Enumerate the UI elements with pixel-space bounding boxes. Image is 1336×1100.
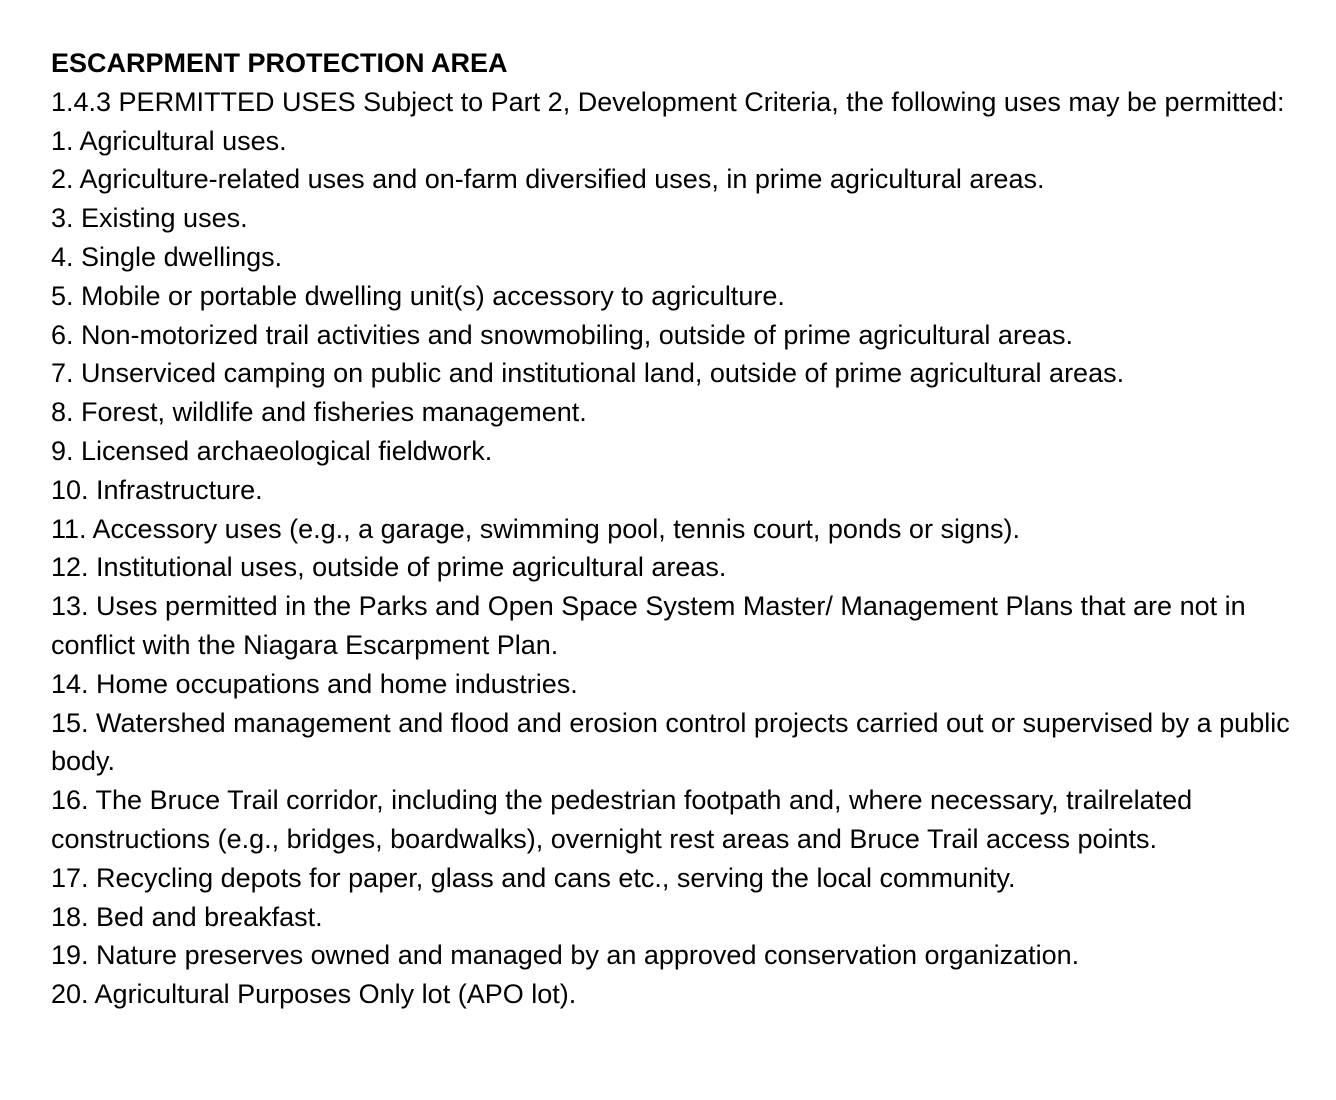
list-item: 18. Bed and breakfast. [51, 901, 323, 932]
list-item: 4. Single dwellings. [51, 241, 283, 272]
list-item: 5. Mobile or portable dwelling unit(s) accessory to agriculture. [51, 280, 785, 311]
list-item: 8. Forest, wildlife and fisheries management. [51, 397, 587, 428]
list-item: 20. Agricultural Purposes Only lot (APO lot). [51, 979, 577, 1010]
list-item: 10. Infrastructure. [51, 474, 263, 505]
list-item: 2. Agriculture-related uses and on-farm diversified uses, in prime agricultural areas. [51, 164, 1045, 195]
list-item: 14. Home occupations and home industries. [51, 668, 578, 699]
list-item: 15. Watershed management and flood and erosion control projects carried out or supervised by a public body. [51, 707, 1290, 777]
permitted-uses-list [51, 122, 1311, 1014]
list-item: 17. Recycling depots for paper, glass and cans etc., serving the local community. [51, 862, 1016, 893]
list-item: 13. Uses permitted in the Parks and Open Space System Master/ Management Plans that are not in conflict with the Niagara Escarpment Plan. [51, 591, 1246, 660]
list-item: 6. Non-motorized trail activities and snowmobiling, outside of prime agricultural areas. [51, 319, 1073, 350]
list-item: 11. Accessory uses (e.g., a garage, swimming pool, tennis court, ponds or signs). [51, 513, 1020, 544]
list-item: 16. The Bruce Trail corridor, including the pedestrian footpath and, where necessary, trailrelated constructions (e.g., bridges, boardwalks), overnight rest areas and Bruce Trail access points. [51, 785, 1193, 854]
list-item: 7. Unserviced camping on public and institutional land, outside of prime agricultural areas. [51, 358, 1125, 389]
list-item: 12. Institutional uses, outside of prime agricultural areas. [51, 552, 727, 583]
list-item: 19. Nature preserves owned and managed by an approved conservation organization. [51, 940, 1080, 971]
permitted-uses-intro: 1.4.3 PERMITTED USES Subject to Part 2, Development Criteria, the following uses may be permitted: [51, 86, 1285, 117]
list-item: 1. Agricultural uses. [51, 125, 287, 156]
list-item: 9. Licensed archaeological fieldwork. [51, 435, 493, 466]
section-heading: ESCARPMENT PROTECTION AREA [51, 48, 508, 78]
document-body [51, 44, 1311, 1014]
list-item: 3. Existing uses. [51, 203, 248, 234]
